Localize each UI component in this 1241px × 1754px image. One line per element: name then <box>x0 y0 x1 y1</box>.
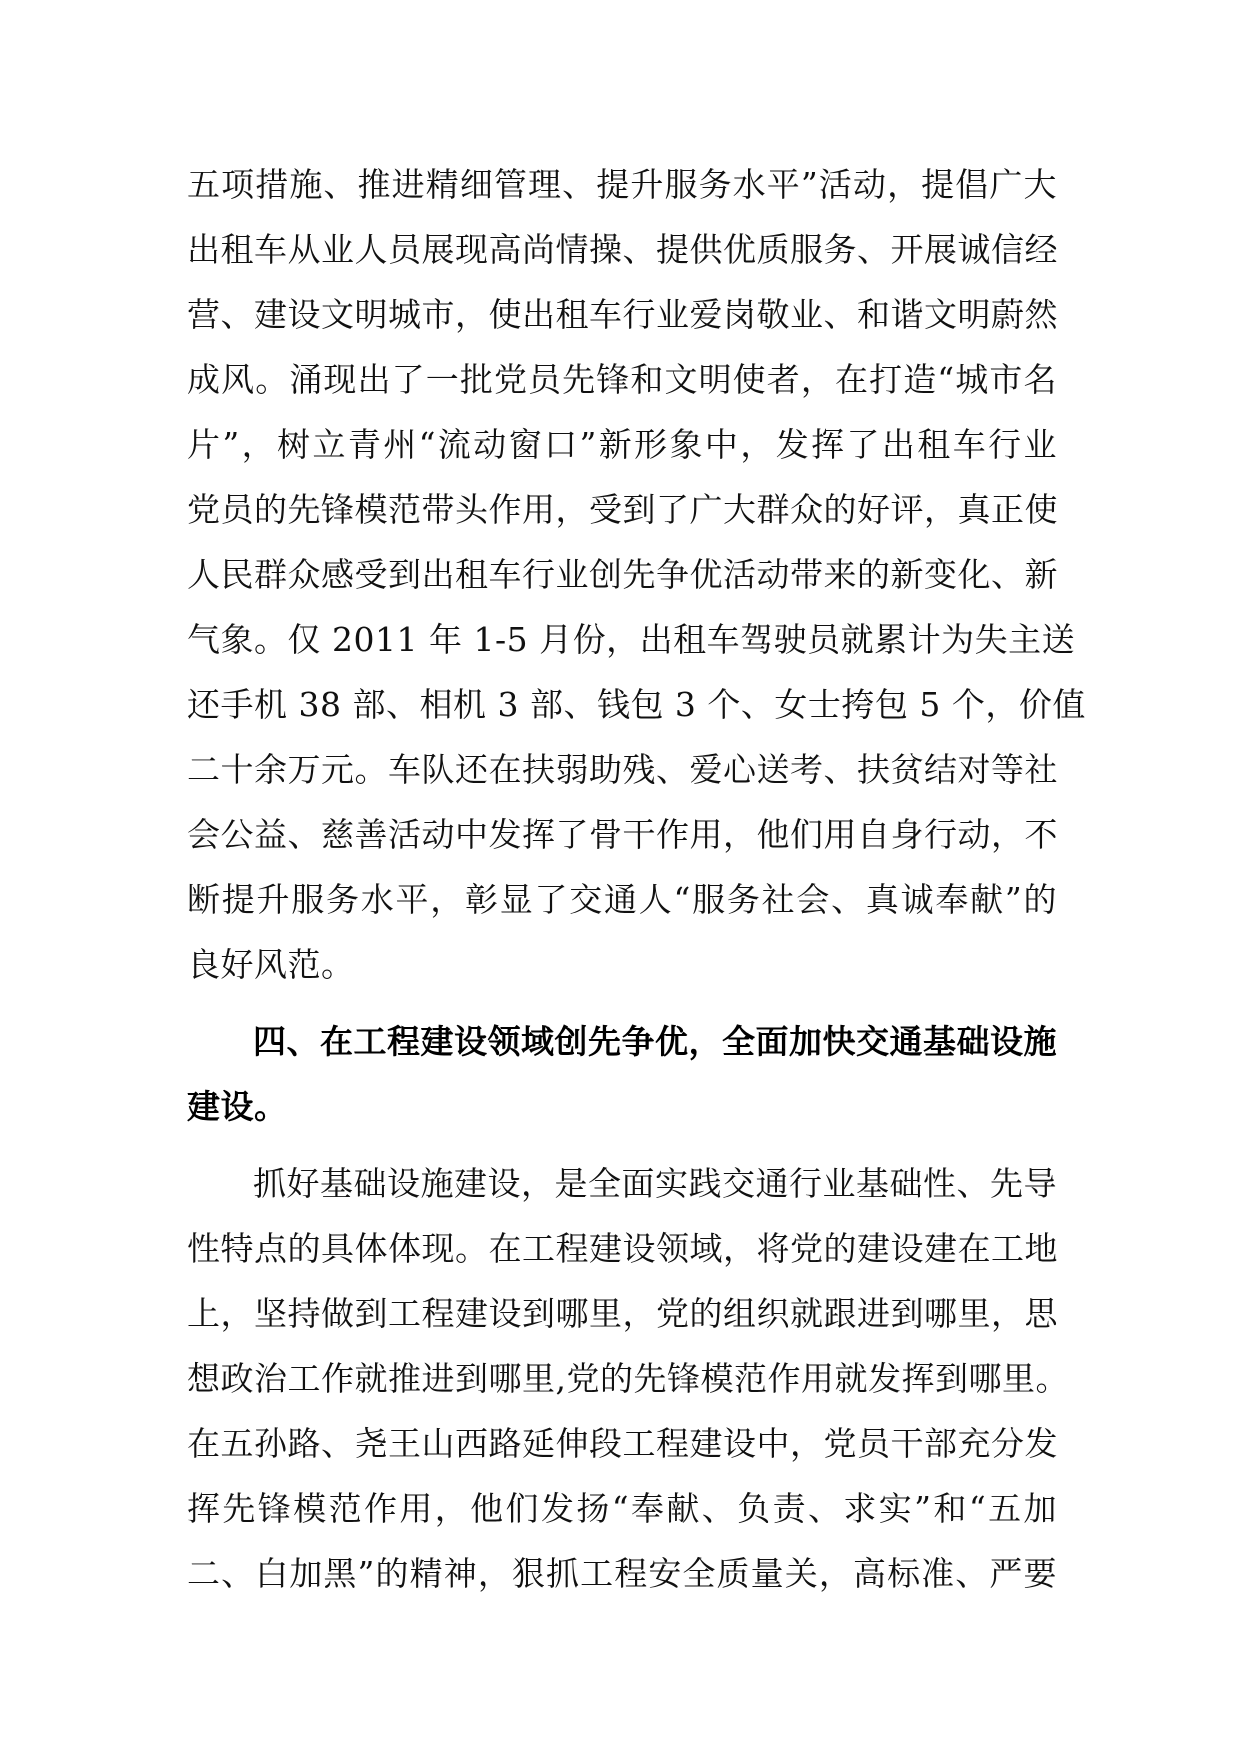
document-body <box>187 152 1086 1606</box>
text-line: 党员的先锋模范带头作用，受到了广大群众的好评，真正使 <box>187 490 1058 529</box>
text-line: 还手机 38 部、相机 3 部、钱包 3 个、女士挎包 5 个，价值 <box>187 685 1086 724</box>
section-heading-4 <box>187 1009 1057 1139</box>
text-line: 出租车从业人员展现高尚情操、提供优质服务、开展诚信经 <box>187 230 1058 269</box>
text-line: 性特点的具体体现。在工程建设领域，将党的建设建在工地 <box>187 1229 1058 1268</box>
paragraph-spacer <box>187 997 1057 1009</box>
text-line: 人民群众感受到出租车行业创先争优活动带来的新变化、新 <box>187 555 1058 594</box>
text-line: 良好风范。 <box>187 945 355 984</box>
text-line: 营、建设文明城市，使出租车行业爱岗敬业、和谐文明蔚然 <box>187 295 1058 334</box>
paragraph-infrastructure <box>187 1151 1069 1606</box>
text-line: 想政治工作就推进到哪里,党的先锋模范作用就发挥到哪里。 <box>187 1359 1069 1398</box>
text-line: 挥先锋模范作用，他们发扬“奉献、负责、求实”和“五加 <box>187 1489 1057 1528</box>
paragraph-taxi-service <box>187 152 1086 997</box>
text-line: 五项措施、推进精细管理、提升服务水平”活动，提倡广大 <box>187 165 1057 204</box>
heading-line: 四、在工程建设领域创先争优，全面加快交通基础设施 <box>253 1022 1057 1061</box>
paragraph-spacer <box>187 1139 1057 1151</box>
text-line: 在五孙路、尧王山西路延伸段工程建设中，党员干部充分发 <box>187 1424 1058 1463</box>
text-line: 会公益、慈善活动中发挥了骨干作用，他们用自身行动，不 <box>187 815 1058 854</box>
text-line: 断提升服务水平，彰显了交通人“服务社会、真诚奉献”的 <box>187 880 1057 919</box>
text-line: 抓好基础设施建设，是全面实践交通行业基础性、先导 <box>253 1164 1057 1203</box>
text-line: 成风。涌现出了一批党员先锋和文明使者，在打造“城市名 <box>187 360 1057 399</box>
text-line: 上，坚持做到工程建设到哪里，党的组织就跟进到哪里，思 <box>187 1294 1058 1333</box>
text-line: 二十余万元。车队还在扶弱助残、爱心送考、扶贫结对等社 <box>187 750 1058 789</box>
heading-line: 建设。 <box>187 1087 288 1126</box>
text-line: 气象。仅 2011 年 1-5 月份，出租车驾驶员就累计为失主送 <box>187 620 1076 659</box>
text-line: 二、白加黑”的精神，狠抓工程安全质量关，高标准、严要 <box>187 1554 1057 1593</box>
text-line: 片”，树立青州“流动窗口”新形象中，发挥了出租车行业 <box>187 425 1057 464</box>
